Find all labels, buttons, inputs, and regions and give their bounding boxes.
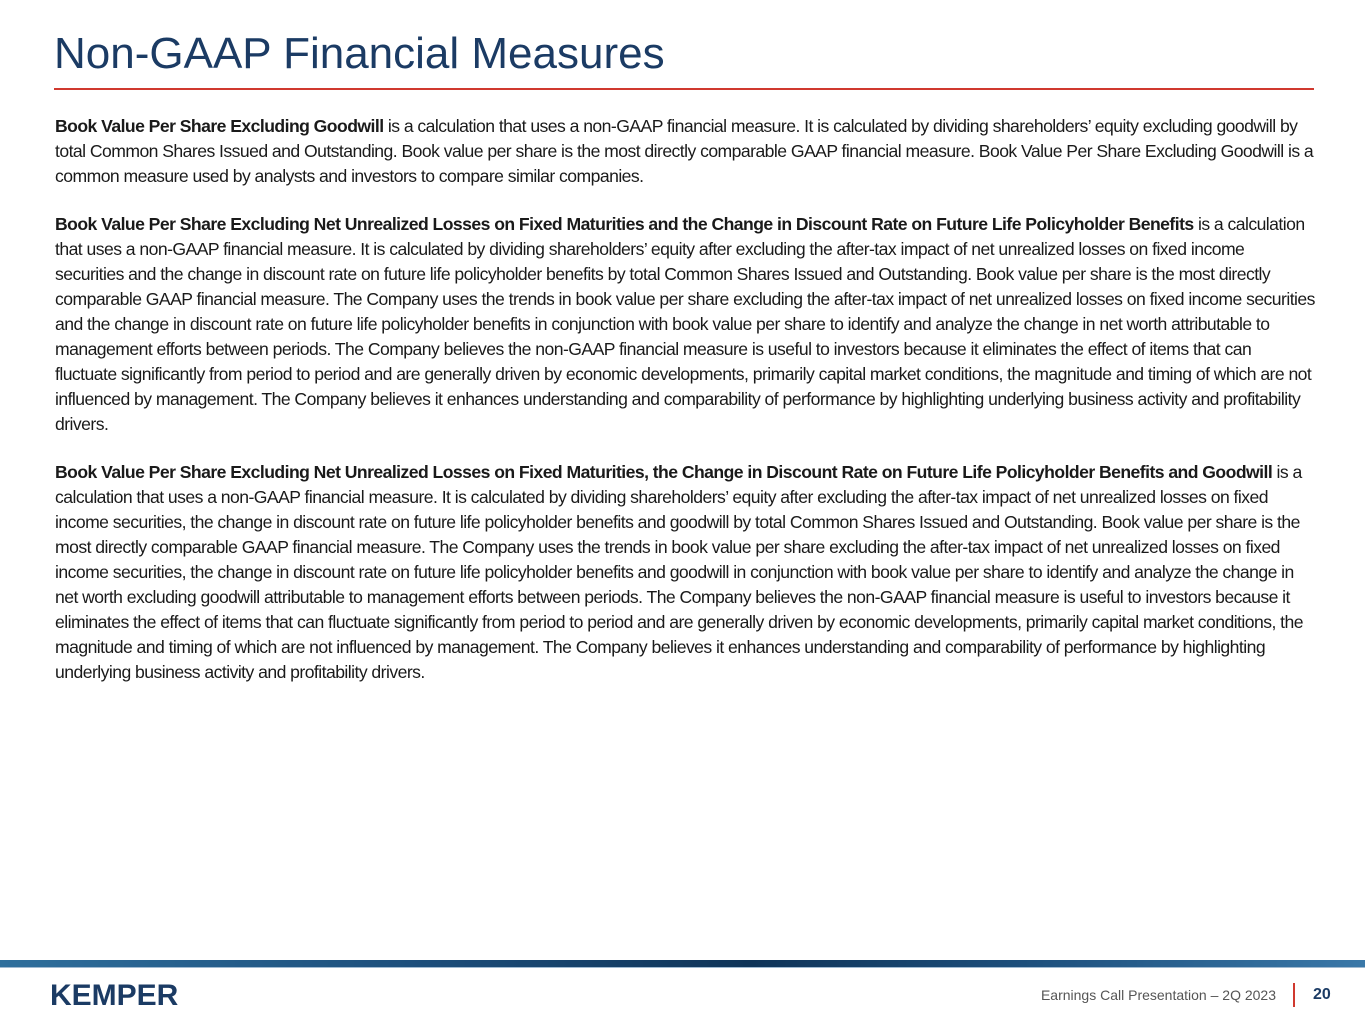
definition-bvps-ex-unrealized-losses-goodwill: is a calculation that uses a non-GAAP financial measure. It is calculated by dividing shareholders’ equity after excluding the after-tax impact of net unrealized losses on fixed income securities, the change in discount rate on future life policyholder benefits and goodwill by total Common Shares Issued and Outstanding. Book value per share is the most directly comparable GAAP financial measure. The Company uses the trends in book value per share excluding the after-tax impact of net unrealized losses on fixed income securities, the change in discount rate on future life policyholder benefits and goodwill in conjunction with book value per share to identify and analyze the change in net worth excluding goodwill attributable to management efforts between periods. The Company believes the non-GAAP financial measure is useful to investors because it eliminates the effect of items that can fluctuate significantly from period to period and are generally driven by economic developments, primarily capital market conditions, the magnitude and timing of which are not influenced by management. The Company believes it enhances understanding and comparability of performance by highlighting underlying business activity and profitability drivers. bbox=[55, 462, 1303, 682]
page-title: Non-GAAP Financial Measures bbox=[54, 29, 665, 78]
presentation-label: Earnings Call Presentation – 2Q 2023 bbox=[1040, 987, 1276, 1003]
slide-body bbox=[55, 114, 1317, 708]
page-number: 20 bbox=[1313, 986, 1331, 1003]
term-bvps-ex-goodwill: Book Value Per Share Excluding Goodwill bbox=[55, 116, 384, 136]
paragraph-bvps-ex-unrealized-losses-goodwill bbox=[55, 460, 1317, 685]
title-divider bbox=[54, 88, 1314, 90]
paragraph-bvps-ex-unrealized-losses bbox=[55, 212, 1317, 437]
paragraph-bvps-ex-goodwill bbox=[55, 114, 1317, 189]
footer-divider bbox=[1293, 983, 1295, 1007]
definition-bvps-ex-unrealized-losses: is a calculation that uses a non-GAAP financial measure. It is calculated by dividing shareholders’ equity after excluding the after-tax impact of net unrealized losses on fixed income securities and the change in discount rate on future life policyholder benefits by total Common Shares Issued and Outstanding. Book value per share is the most directly comparable GAAP financial measure. The Company uses the trends in book value per share excluding the after-tax impact of net unrealized losses on fixed income securities and the change in discount rate on future life policyholder benefits in conjunction with book value per share to identify and analyze the change in net worth attributable to management efforts between periods. The Company believes the non-GAAP financial measure is useful to investors because it eliminates the effect of items that can fluctuate significantly from period to period and are generally driven by economic developments, primarily capital market conditions, the magnitude and timing of which are not influenced by management. The Company believes it enhances understanding and comparability of performance by highlighting underlying business activity and profitability drivers. bbox=[55, 214, 1315, 434]
footer-band-highlight bbox=[0, 967, 1365, 968]
term-bvps-ex-unrealized-losses-goodwill: Book Value Per Share Excluding Net Unrealized Losses on Fixed Maturities, the Change in Discount Rate on Future Life Policyholder Benefits and Goodwill bbox=[55, 462, 1273, 482]
footer-band bbox=[0, 960, 1365, 967]
term-bvps-ex-unrealized-losses: Book Value Per Share Excluding Net Unrealized Losses on Fixed Maturities and the Change in Discount Rate on Future Life Policyholder Benefits bbox=[55, 214, 1194, 234]
definition-bvps-ex-goodwill: is a calculation that uses a non-GAAP financial measure. It is calculated by dividing shareholders’ equity excluding goodwill by total Common Shares Issued and Outstanding. Book value per share is the most directly comparable GAAP financial measure. Book Value Per Share Excluding Goodwill is a common measure used by analysts and investors to compare similar companies. bbox=[55, 116, 1314, 186]
kemper-logo: KEMPER bbox=[50, 979, 179, 1012]
